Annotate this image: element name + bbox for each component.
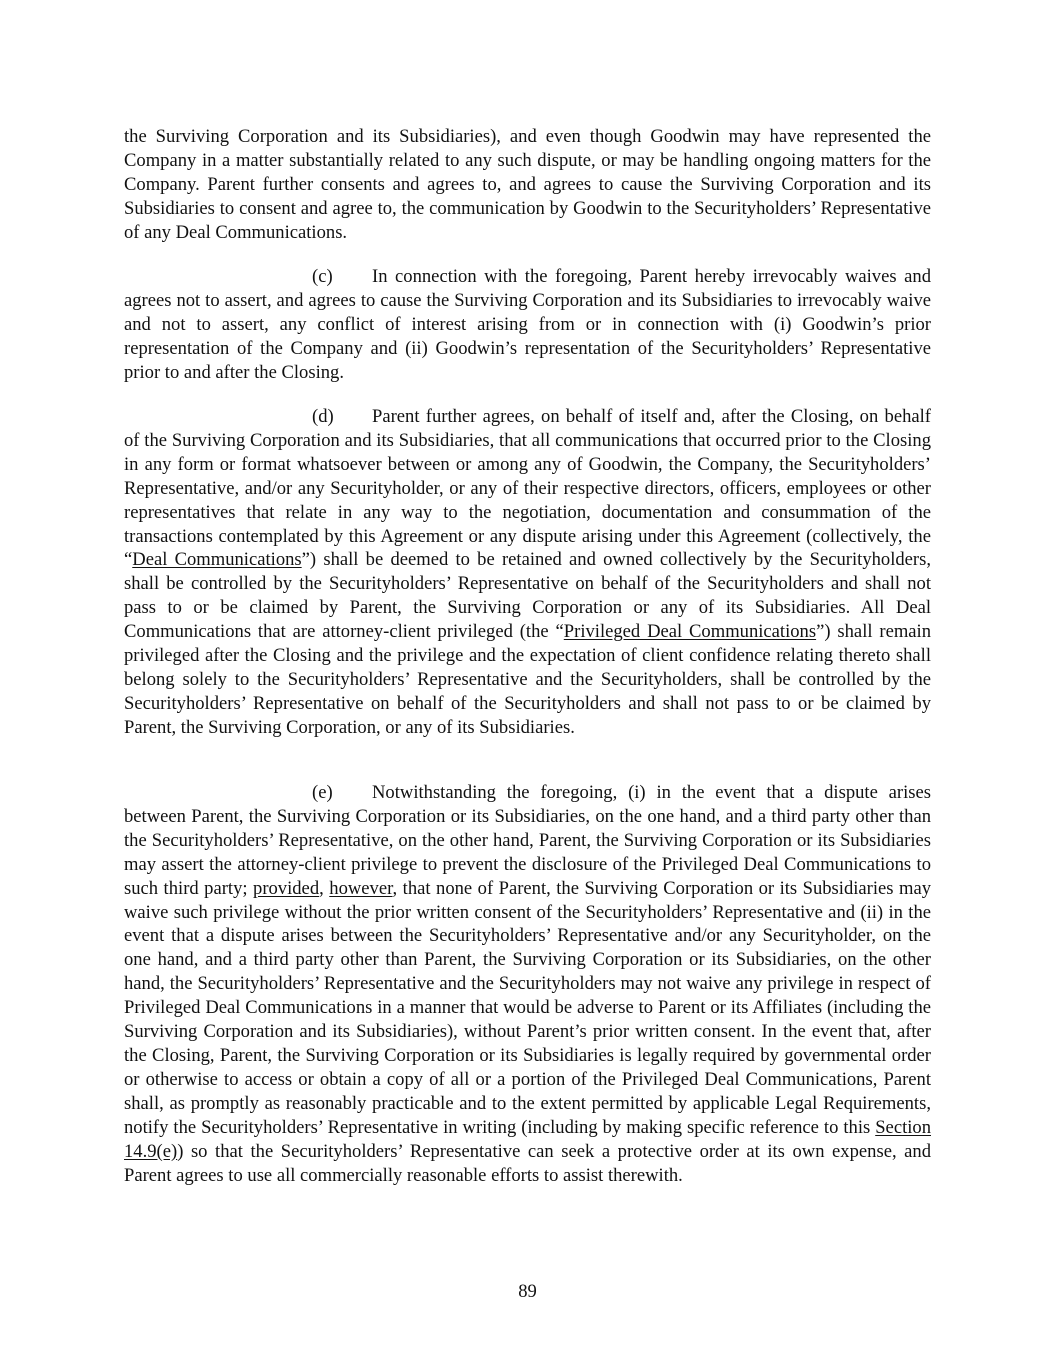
paragraph-c-text: In connection with the foregoing, Parent hereby irrevocably waives and agrees not to assert, and agrees to cause the Surviving Corporation and its Subsidiaries to irrevocably waive and not to assert, any conflict of interest arising from or in connection with (i) Goodwin’s prior representation of the Company and (ii) Goodwin’s representation of the Securityholders’ Representative prior to and after the Closing.: [124, 266, 931, 383]
paragraph-e: [124, 781, 931, 1187]
paragraph-d-text-3: ”) shall remain privileged after the Closing and the privilege and the expectation of client confidence relating thereto shall belong solely to the Securityholders’ Representative and the Securityholders, shall be controlled by the Securityholders’ Representative on behalf of the Securityholders and shall not pass to or be claimed by Parent, the Surviving Corporation, or any of its Subsidiaries.: [124, 621, 932, 738]
paragraph-continuation: [124, 125, 931, 245]
paragraph-continuation-text: the Surviving Corporation and its Subsidiaries), and even though Goodwin may have represented the Company in a matter substantially related to any such dispute, or may be handling ongoing matters for the Company. Parent further consents and agrees to, and agrees to cause the Surviving Corporation and its Subsidiaries to consent and agree to, the communication by Goodwin to the Securityholders’ Representative of any Deal Communications.: [124, 126, 931, 243]
paragraph-e-comma: ,: [319, 877, 330, 899]
paragraph-e-text-1: Notwithstanding the foregoing, (i) in the event that a dispute arises between Parent, the Surviving Corporation or its Subsidiaries, on the one hand, and a third party other than the Securityholders’ Representative, on the other hand, Parent, the Surviving Corporation or its Subsidiaries may assert the attorney-client privilege to prevent the disclosure of the Privileged Deal Communications to such third party;: [124, 782, 931, 899]
defined-term-deal-communications: Deal Communications: [132, 549, 302, 571]
paragraph-c-label: (c): [312, 266, 333, 287]
paragraph-d-label: (d): [312, 406, 334, 427]
term-provided: provided: [253, 877, 320, 899]
paragraph-c: [124, 265, 931, 385]
paragraph-e-label: (e): [312, 782, 333, 803]
term-however: however: [329, 877, 393, 899]
page-number: 89: [518, 1281, 537, 1302]
paragraph-e-text-3: ) so that the Securityholders’ Representative can seek a protective order at its own expense, and Parent agrees to use all commercially reasonable efforts to assist therewith.: [124, 1140, 931, 1186]
paragraph-d-text-1: Parent further agrees, on behalf of itself and, after the Closing, on behalf of the Surviving Corporation and its Subsidiaries, that all communications that occurred prior to the Closing in any form or format whatsoever between or among any of Goodwin, the Company, the Securityholders’ Representative, and/or any Securityholder, or any of their respective directors, officers, employees or other representatives that relate in any way to the negotiation, documentation and consummation of the transactions contemplated by this Agreement or any dispute arising under this Agreement (collectively, the “: [124, 406, 931, 571]
paragraph-d-text-2: ”) shall be deemed to be retained and owned collectively by the Securityholders, shall be controlled by the Securityholders’ Representative on behalf of the Securityholders and shall not pass to or be claimed by Parent, the Surviving Corporation or any of its Subsidiaries. All Deal Communications that are attorney-client privileged (the “: [124, 549, 931, 643]
defined-term-privileged-deal-communications: Privileged Deal Communications: [563, 621, 817, 643]
section-reference: Section 14.9(e): [124, 1116, 931, 1162]
paragraph-d: [124, 405, 931, 740]
paragraph-e-text-2: , that none of Parent, the Surviving Corporation or its Subsidiaries may waive such privilege without the prior written consent of the Securityholders’ Representative and (ii) in the event that a dispute arises between the Securityholders’ Representative and/or any Securityholder, on the one hand, and a third party other than Parent, the Surviving Corporation or its Subsidiaries, on the other hand, the Securityholders’ Representative and the Securityholders may not waive any privilege in respect of Privileged Deal Communications in a manner that would be adverse to Parent or its Affiliates (including the Surviving Corporation and its Subsidiaries), without Parent’s prior written consent. In the event that, after the Closing, Parent, the Surviving Corporation or its Subsidiaries is legally required by governmental order or otherwise to access or obtain a copy of all or a portion of the Privileged Deal Communications, Parent shall, as promptly as reasonably practicable and to the extent permitted by applicable Legal Requirements, notify the Securityholders’ Representative in writing (including by making specific reference to this: [124, 877, 932, 1138]
